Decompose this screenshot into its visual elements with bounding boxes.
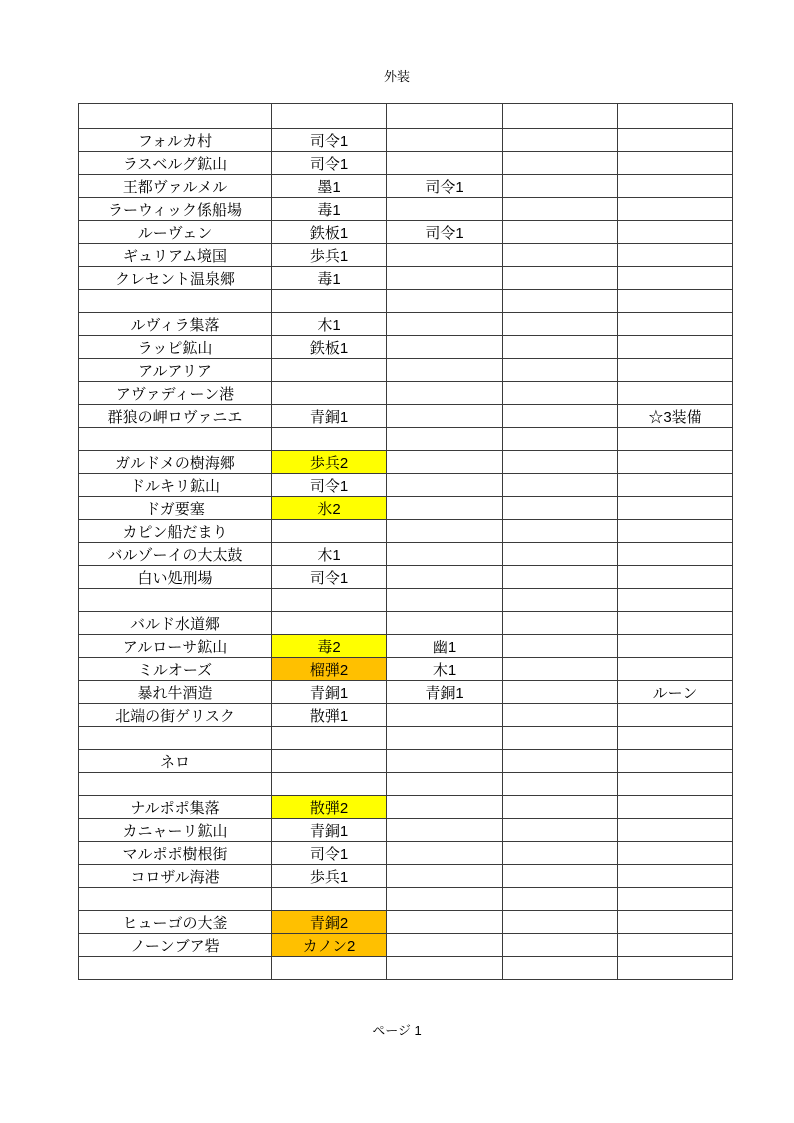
equipment-cell <box>503 957 618 980</box>
table-row <box>79 934 733 957</box>
equipment-cell <box>387 198 503 221</box>
equipment-cell <box>387 359 503 382</box>
equipment-cell <box>503 911 618 934</box>
equipment-cell <box>387 566 503 589</box>
equipment-cell: 青銅1 <box>272 681 387 704</box>
equipment-cell <box>387 612 503 635</box>
equipment-cell <box>503 635 618 658</box>
location-cell: ドルキリ鉱山 <box>79 474 272 497</box>
equipment-cell <box>618 934 733 957</box>
equipment-cell <box>503 842 618 865</box>
equipment-cell <box>387 911 503 934</box>
table-row <box>79 290 733 313</box>
location-cell: ラッピ鉱山 <box>79 336 272 359</box>
equipment-cell <box>618 957 733 980</box>
location-cell: ナルポポ集落 <box>79 796 272 819</box>
equipment-cell <box>503 543 618 566</box>
equipment-cell <box>387 129 503 152</box>
equipment-cell <box>618 336 733 359</box>
equipment-cell <box>503 727 618 750</box>
equipment-cell <box>503 175 618 198</box>
table-row <box>79 612 733 635</box>
equipment-cell <box>618 750 733 773</box>
equipment-cell <box>272 520 387 543</box>
equipment-cell: 青銅1 <box>272 819 387 842</box>
equipment-cell <box>618 773 733 796</box>
table-row <box>79 842 733 865</box>
table-row <box>79 221 733 244</box>
location-cell: マルポポ樹根街 <box>79 842 272 865</box>
equipment-cell <box>503 589 618 612</box>
equipment-cell <box>272 589 387 612</box>
equipment-cell <box>387 290 503 313</box>
location-cell <box>79 957 272 980</box>
equipment-cell <box>503 520 618 543</box>
equipment-cell: 木1 <box>387 658 503 681</box>
location-cell: コロザル海港 <box>79 865 272 888</box>
equipment-cell <box>503 773 618 796</box>
equipment-cell: 司令1 <box>387 175 503 198</box>
equipment-cell: 散弾1 <box>272 704 387 727</box>
equipment-cell <box>503 405 618 428</box>
equipment-cell <box>387 382 503 405</box>
equipment-cell <box>618 819 733 842</box>
table-row <box>79 957 733 980</box>
equipment-cell <box>503 451 618 474</box>
equipment-cell <box>387 819 503 842</box>
equipment-cell: 青銅2 <box>272 911 387 934</box>
table-row <box>79 152 733 175</box>
equipment-cell <box>618 290 733 313</box>
equipment-cell <box>618 198 733 221</box>
equipment-cell <box>503 796 618 819</box>
equipment-cell <box>387 152 503 175</box>
equipment-cell <box>272 290 387 313</box>
location-cell <box>79 727 272 750</box>
equipment-cell <box>387 773 503 796</box>
equipment-cell <box>503 382 618 405</box>
equipment-cell <box>387 750 503 773</box>
equipment-cell <box>618 267 733 290</box>
table-row <box>79 428 733 451</box>
equipment-cell <box>387 520 503 543</box>
table-row <box>79 681 733 704</box>
equipment-cell <box>503 244 618 267</box>
equipment-cell: 毒1 <box>272 198 387 221</box>
equipment-cell <box>503 152 618 175</box>
equipment-cell: カノン2 <box>272 934 387 957</box>
equipment-cell <box>387 451 503 474</box>
equipment-cell <box>503 359 618 382</box>
table-row <box>79 750 733 773</box>
equipment-cell <box>618 474 733 497</box>
equipment-cell <box>618 129 733 152</box>
table-row <box>79 635 733 658</box>
table-row <box>79 658 733 681</box>
location-cell: ギュリアム境国 <box>79 244 272 267</box>
equipment-cell <box>272 612 387 635</box>
equipment-cell <box>387 405 503 428</box>
equipment-cell <box>618 313 733 336</box>
equipment-cell <box>503 336 618 359</box>
equipment-cell: 墨1 <box>272 175 387 198</box>
table-row <box>79 888 733 911</box>
equipment-cell: 司令1 <box>272 474 387 497</box>
table-row <box>79 474 733 497</box>
equipment-cell <box>618 497 733 520</box>
table-row <box>79 704 733 727</box>
equipment-cell <box>618 612 733 635</box>
equipment-cell <box>618 589 733 612</box>
equipment-cell <box>618 104 733 129</box>
equipment-cell: ルーン <box>618 681 733 704</box>
location-cell: ヒューゴの大釜 <box>79 911 272 934</box>
equipment-cell <box>503 566 618 589</box>
equipment-cell <box>503 313 618 336</box>
location-cell: 群狼の岬ロヴァニエ <box>79 405 272 428</box>
equipment-cell <box>503 612 618 635</box>
equipment-cell <box>618 865 733 888</box>
location-cell: アルアリア <box>79 359 272 382</box>
equipment-cell: 幽1 <box>387 635 503 658</box>
equipment-cell <box>503 198 618 221</box>
equipment-cell <box>618 359 733 382</box>
equipment-cell: 司令1 <box>272 842 387 865</box>
equipment-cell <box>272 359 387 382</box>
header-row <box>79 104 733 129</box>
equipment-cell <box>618 152 733 175</box>
equipment-cell <box>618 221 733 244</box>
location-cell: ラスベルグ鉱山 <box>79 152 272 175</box>
location-cell: ノーンブア砦 <box>79 934 272 957</box>
equipment-cell <box>503 865 618 888</box>
equipment-cell: 歩兵1 <box>272 244 387 267</box>
table-row <box>79 129 733 152</box>
location-cell: カピン船だまり <box>79 520 272 543</box>
equipment-cell <box>387 267 503 290</box>
location-cell: 王都ヴァルメル <box>79 175 272 198</box>
table-row <box>79 773 733 796</box>
equipment-cell: 鉄板1 <box>272 221 387 244</box>
equipment-cell <box>503 681 618 704</box>
equipment-cell: 歩兵1 <box>272 865 387 888</box>
equipment-cell <box>387 934 503 957</box>
equipment-cell <box>387 244 503 267</box>
equipment-cell <box>618 658 733 681</box>
equipment-cell <box>503 704 618 727</box>
equipment-cell <box>618 727 733 750</box>
equipment-cell <box>272 428 387 451</box>
location-cell: バルド水道郷 <box>79 612 272 635</box>
equipment-cell <box>272 750 387 773</box>
equipment-cell <box>503 221 618 244</box>
equipment-cell <box>387 497 503 520</box>
location-cell <box>79 589 272 612</box>
equipment-cell: 青銅1 <box>272 405 387 428</box>
location-cell: 暴れ牛酒造 <box>79 681 272 704</box>
equipment-cell <box>618 428 733 451</box>
location-cell <box>79 290 272 313</box>
equipment-cell: 散弾2 <box>272 796 387 819</box>
equipment-cell <box>503 658 618 681</box>
location-cell: ルヴィラ集落 <box>79 313 272 336</box>
equipment-cell <box>272 957 387 980</box>
equipment-cell <box>618 842 733 865</box>
table-row <box>79 382 733 405</box>
equipment-cell <box>618 888 733 911</box>
equipment-cell: 榴弾2 <box>272 658 387 681</box>
table-row <box>79 865 733 888</box>
location-cell: フォルカ村 <box>79 129 272 152</box>
location-cell: ミルオーズ <box>79 658 272 681</box>
equipment-cell: 青銅1 <box>387 681 503 704</box>
equipment-cell <box>387 336 503 359</box>
equipment-cell <box>503 819 618 842</box>
equipment-cell <box>387 796 503 819</box>
equipment-cell <box>387 727 503 750</box>
equipment-cell: 司令1 <box>272 152 387 175</box>
location-cell: クレセント温泉郷 <box>79 267 272 290</box>
equipment-cell <box>618 382 733 405</box>
equipment-cell <box>618 244 733 267</box>
location-cell: アヴァディーン港 <box>79 382 272 405</box>
equipment-cell <box>387 888 503 911</box>
table-row <box>79 520 733 543</box>
equipment-cell <box>618 175 733 198</box>
equipment-cell <box>387 474 503 497</box>
equipment-cell: 司令1 <box>272 129 387 152</box>
location-cell: バルゾーイの大太鼓 <box>79 543 272 566</box>
equipment-cell <box>387 428 503 451</box>
equipment-cell <box>503 428 618 451</box>
equipment-cell <box>618 543 733 566</box>
table-row <box>79 175 733 198</box>
table-row <box>79 336 733 359</box>
table-row <box>79 819 733 842</box>
equipment-cell <box>387 865 503 888</box>
table-row <box>79 313 733 336</box>
table-row <box>79 497 733 520</box>
equipment-cell <box>618 451 733 474</box>
table-row <box>79 589 733 612</box>
equipment-cell: 木1 <box>272 543 387 566</box>
equipment-cell: 歩兵2 <box>272 451 387 474</box>
location-cell: ガルドメの樹海郷 <box>79 451 272 474</box>
table-row <box>79 451 733 474</box>
table-row <box>79 566 733 589</box>
location-cell: ラーウィック係船場 <box>79 198 272 221</box>
location-cell <box>79 888 272 911</box>
equipment-table-body <box>79 104 733 980</box>
equipment-cell <box>618 566 733 589</box>
equipment-cell: 氷2 <box>272 497 387 520</box>
table-row <box>79 796 733 819</box>
equipment-cell <box>387 313 503 336</box>
page-title: 外装 <box>383 69 410 84</box>
table-row <box>79 359 733 382</box>
equipment-cell: 司令1 <box>387 221 503 244</box>
table-row <box>79 405 733 428</box>
equipment-cell <box>618 520 733 543</box>
equipment-cell <box>503 934 618 957</box>
location-cell: ルーヴェン <box>79 221 272 244</box>
equipment-cell <box>272 773 387 796</box>
equipment-cell <box>272 727 387 750</box>
equipment-cell <box>387 589 503 612</box>
table-row <box>79 911 733 934</box>
equipment-cell <box>272 382 387 405</box>
equipment-cell <box>618 796 733 819</box>
location-cell: 白い処刑場 <box>79 566 272 589</box>
table-row <box>79 543 733 566</box>
equipment-cell <box>503 290 618 313</box>
equipment-cell <box>387 957 503 980</box>
table-row <box>79 244 733 267</box>
equipment-cell <box>503 104 618 129</box>
equipment-cell <box>503 497 618 520</box>
equipment-cell: 毒2 <box>272 635 387 658</box>
equipment-cell <box>272 888 387 911</box>
equipment-cell <box>618 635 733 658</box>
equipment-cell <box>503 129 618 152</box>
equipment-cell <box>503 888 618 911</box>
equipment-cell <box>618 704 733 727</box>
equipment-cell <box>503 750 618 773</box>
equipment-cell <box>387 704 503 727</box>
equipment-cell: 木1 <box>272 313 387 336</box>
location-cell <box>79 104 272 129</box>
equipment-cell <box>503 267 618 290</box>
location-cell: カニャーリ鉱山 <box>79 819 272 842</box>
location-cell: ドガ要塞 <box>79 497 272 520</box>
location-cell <box>79 428 272 451</box>
equipment-table <box>78 103 733 980</box>
table-row <box>79 198 733 221</box>
equipment-cell: 鉄板1 <box>272 336 387 359</box>
equipment-cell <box>387 842 503 865</box>
location-cell: アルローサ鉱山 <box>79 635 272 658</box>
page-number: ページ 1 <box>372 1023 422 1038</box>
equipment-cell: ☆3装備 <box>618 405 733 428</box>
equipment-cell: 司令1 <box>272 566 387 589</box>
equipment-cell: 毒1 <box>272 267 387 290</box>
location-cell <box>79 773 272 796</box>
table-row <box>79 267 733 290</box>
location-cell: ネロ <box>79 750 272 773</box>
equipment-cell <box>272 104 387 129</box>
table-row <box>79 727 733 750</box>
equipment-cell <box>503 474 618 497</box>
equipment-cell <box>387 104 503 129</box>
equipment-cell <box>618 911 733 934</box>
equipment-cell <box>387 543 503 566</box>
location-cell: 北端の街ゲリスク <box>79 704 272 727</box>
